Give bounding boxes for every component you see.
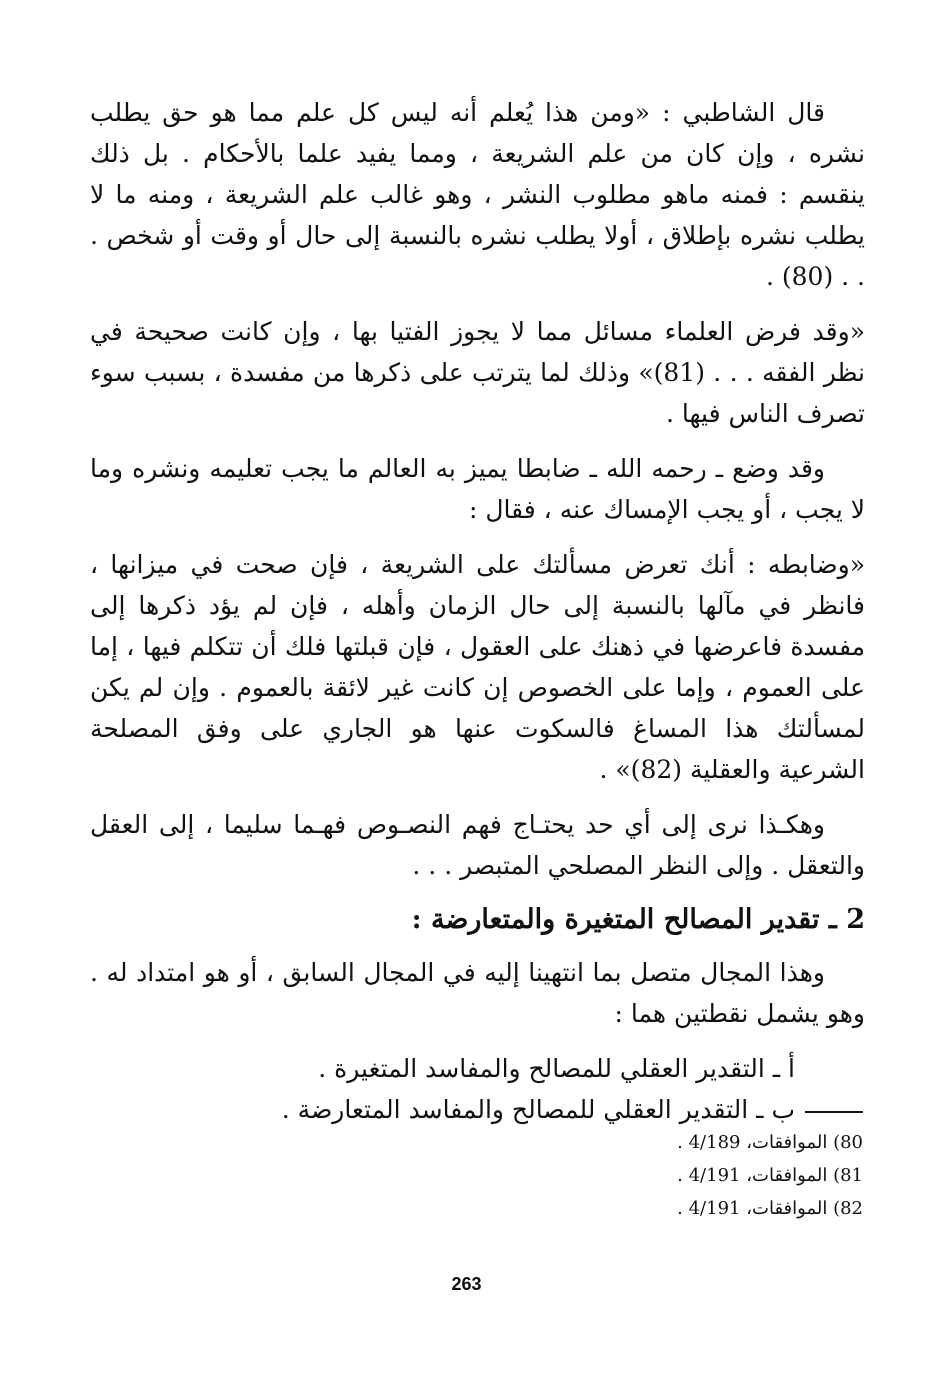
paragraph-section-intro: وهذا المجال متصل بما انتهينا إليه في المجال السابق ، أو هو امتداد له . وهو يشمل نقطتين هما : xyxy=(90,958,865,1028)
footnote-80: 80) الموافقات، 4/189 . xyxy=(677,1132,863,1153)
list-item-a: أ ـ التقدير العقلي للمصالح والمفاسد المتغيرة . xyxy=(318,1054,795,1083)
section-heading: 2 ـ تقدير المصالح المتغيرة والمتعارضة : xyxy=(411,904,865,935)
page-body xyxy=(90,92,865,1130)
paragraph-shatibi-quote: قال الشاطبي : «ومن هذا يُعلم أنه ليس كل علم مما هو حق يطلب نشره ، وإن كان من علم الشريعة ، ومما يفيد علما بالأحكام . بل ذلك ينقسم : فمنه ماهو مطلوب النشر ، وهو غالب علم الشريعة ، ومنه ما لا يطلب نشره بإطلاق ، أولا يطلب نشره بالنسبة إلى حال أو وقت أو شخص . . . (80) . xyxy=(90,98,865,291)
footnote-divider xyxy=(805,1111,863,1113)
footnote-81: 81) الموافقات، 4/191 . xyxy=(677,1165,863,1186)
paragraph-criterion-intro: وقد وضع ـ رحمه الله ـ ضابطا يميز به العالم ما يجب تعليمه ونشره وما لا يجب ، أو يجب الإمساك عنه ، فقال : xyxy=(90,454,865,524)
footnote-82: 82) الموافقات، 4/191 . xyxy=(677,1198,863,1219)
paragraph-criterion-quote: «وضابطه : أنك تعرض مسألتك على الشريعة ، فإن صحت في ميزانها ، فانظر في مآلها بالنسبة إلى حال الزمان وأهله ، فإن لم يؤد ذكرها إلى مفسدة فاعرضها في ذهنك على العقول ، فإن قبلتها فلك أن تتكلم فيها ، إما على العموم ، وإما على الخصوص إن كانت غير لائقة بالعموم . وإن لم يكن لمسألتك هذا المساغ فالسكوت عنها هو الجاري على وفق المصلحة الشرعية والعقلية (82)» . xyxy=(90,550,865,784)
paragraph-fiqh-issues: «وقد فرض العلماء مسائل مما لا يجوز الفتيا بها ، وإن كانت صحيحة في نظر الفقه . . . (81)» وذلك لما يترتب على ذكرها من مفسدة ، بسبب سوء تصرف الناس فيها . xyxy=(90,317,865,428)
page-number: 263 xyxy=(451,1274,482,1294)
paragraph-conclusion: وهكـذا نرى إلى أي حد يحتـاج فهم النصـوص فهـما سليما ، إلى العقل والتعقل . وإلى النظر المصلحي المتبصر . . . xyxy=(90,810,865,880)
list-item-b: ب ـ التقدير العقلي للمصالح والمفاسد المتعارضة . xyxy=(281,1095,795,1124)
footnotes xyxy=(363,1126,863,1225)
